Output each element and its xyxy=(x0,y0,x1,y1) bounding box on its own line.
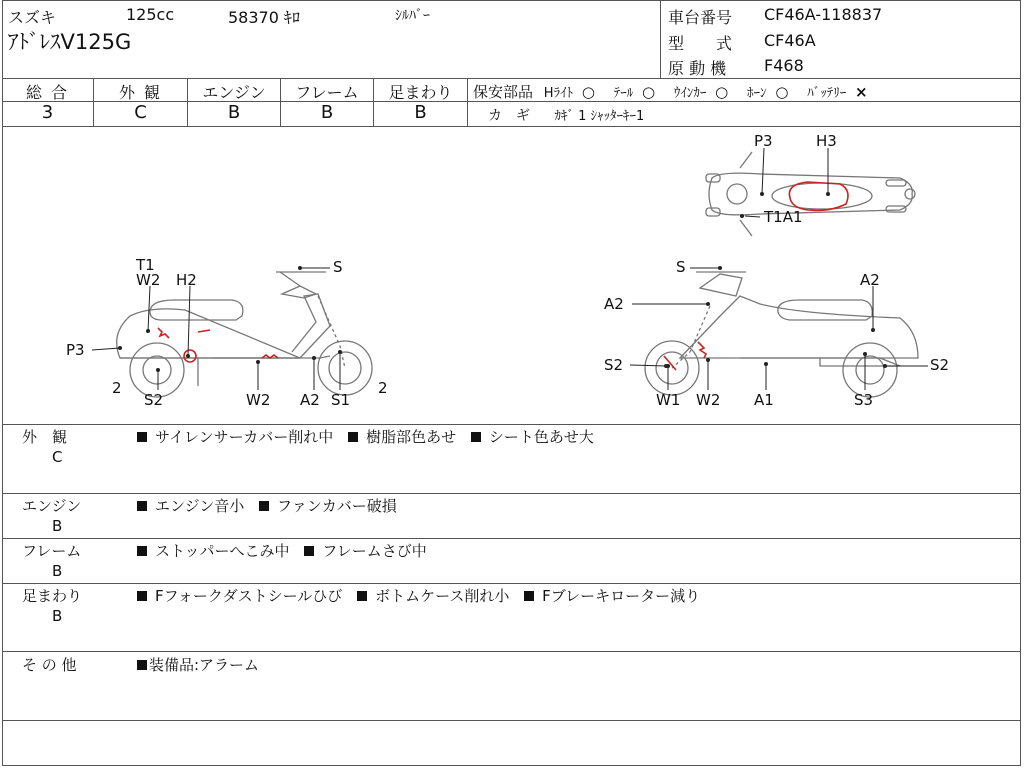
diagram-label-right-s: S xyxy=(676,258,686,276)
diagram-label-left-a2: A2 xyxy=(300,391,320,409)
safety-item-horn: ﾎｰﾝ xyxy=(747,86,767,101)
scooter-left-view xyxy=(117,272,372,397)
diagram-label-right-w2: W2 xyxy=(696,391,721,409)
diagram-label-left-h2: H2 xyxy=(176,271,197,289)
engine-item: ファンカバー破損 xyxy=(277,497,397,515)
grade-suspension-value: B xyxy=(414,102,427,123)
suspension-item: ボトムケース削れ小 xyxy=(375,587,510,605)
engine-label: 原 動 機 xyxy=(668,59,727,78)
section-exterior-label: 外 観 xyxy=(22,428,68,446)
safety-mark-headlight: ○ xyxy=(581,83,595,101)
type-label: 型 式 xyxy=(668,34,733,53)
suspension-item: Fブレーキローター減り xyxy=(542,587,701,605)
section-engine-grade: B xyxy=(52,517,63,535)
grade-total-value: 3 xyxy=(41,102,54,123)
damage-mark-right-front xyxy=(698,342,706,358)
grade-engine-label: エンジン xyxy=(202,83,266,102)
section-engine-label: エンジン xyxy=(22,497,82,515)
diagram-label-right-s2b: S2 xyxy=(930,356,950,374)
diagram-label-left-t1: T1 xyxy=(136,256,155,274)
body-color: ｼﾙﾊﾞｰ xyxy=(395,8,430,24)
damage-mark-left-scratch xyxy=(158,328,169,338)
safety-mark-horn: ○ xyxy=(775,83,789,101)
section-suspension-items xyxy=(137,585,700,607)
diagram-label-left-p3: P3 xyxy=(66,341,85,359)
safety-mark-winker: ○ xyxy=(715,83,729,101)
diagram-label-left-2b: 2 xyxy=(378,379,388,397)
diagram-label-right-a1: A1 xyxy=(754,391,774,409)
grade-suspension-label: 足まわり xyxy=(388,83,453,102)
safety-item-winker: ｳｲﾝｶｰ xyxy=(673,86,707,101)
engine-item: エンジン音小 xyxy=(155,497,245,515)
diagram-label-left-s: S xyxy=(333,258,343,276)
grade-total-label: 総 合 xyxy=(25,83,70,102)
grade-frame-value: B xyxy=(320,102,334,123)
grade-frame-label: フレーム xyxy=(295,83,359,102)
diagram-label-left-w2: W2 xyxy=(136,271,161,289)
diagram-label-right-s2a: S2 xyxy=(604,356,624,374)
diagram-label-right-w1: W1 xyxy=(656,391,681,409)
damage-mark-top-seat xyxy=(789,182,848,210)
safety-item-headlight: Hﾗｲﾄ xyxy=(543,86,574,101)
diagram-label-top-t1a1: T1A1 xyxy=(764,208,803,226)
suspension-item: Fフォークダストシールひび xyxy=(155,587,343,605)
scooter-right-view xyxy=(645,272,918,397)
diagram-label-left-s1: S1 xyxy=(331,391,351,409)
section-suspension-grade: B xyxy=(52,607,63,625)
key-row xyxy=(488,105,644,125)
other-item: 装備品:アラーム xyxy=(149,656,260,674)
diagram-label-right-s3: S3 xyxy=(854,391,874,409)
diagram-label-left-w2b: W2 xyxy=(246,391,271,409)
section-other-items xyxy=(137,654,259,676)
engine-value: F468 xyxy=(764,56,804,75)
frame-item: フレームさび中 xyxy=(322,542,427,560)
section-suspension-label: 足まわり xyxy=(22,587,83,605)
frame-no-label: 車台番号 xyxy=(668,8,733,27)
diagram-label-top-h3: H3 xyxy=(816,132,837,150)
safety-mark-tail: ○ xyxy=(642,83,656,101)
diagram-label-right-a2a: A2 xyxy=(604,295,624,313)
key-label: カ ギ xyxy=(488,108,530,124)
model-name: ｱﾄﾞﾚｽV125G xyxy=(8,30,132,54)
frame-no: CF46A-118837 xyxy=(764,5,883,24)
grade-engine-value: B xyxy=(227,102,241,123)
safety-label: 保安部品 xyxy=(473,83,534,101)
exterior-item: シート色あせ大 xyxy=(488,428,594,446)
section-frame-label: フレーム xyxy=(22,542,82,560)
safety-mark-battery: × xyxy=(854,83,868,101)
diagram-label-left-s2: S2 xyxy=(144,391,164,409)
diagram-label-left-2a: 2 xyxy=(112,379,122,397)
type-value: CF46A xyxy=(764,31,816,50)
damage-diagram xyxy=(0,126,1024,424)
frame-item: ストッパーへこみ中 xyxy=(155,542,290,560)
safety-item-tail: ﾃｰﾙ xyxy=(613,86,634,101)
damage-mark-left-line xyxy=(198,330,210,332)
grade-exterior-label: 外 観 xyxy=(118,83,163,102)
section-engine-items xyxy=(137,495,397,517)
key-value: ｶｷﾞ 1 ｼｬｯﾀｰｷｰ1 xyxy=(554,109,645,124)
section-frame-grade: B xyxy=(52,562,63,580)
section-other-label: そ の 他 xyxy=(22,656,77,674)
safety-item-battery: ﾊﾞｯﾃﾘｰ xyxy=(807,86,847,101)
exterior-item: 樹脂部色あせ xyxy=(366,428,457,446)
section-exterior-grade: C xyxy=(52,448,63,466)
maker: スズキ xyxy=(8,8,57,27)
safety-parts-row xyxy=(473,81,868,102)
diagram-label-right-a2b: A2 xyxy=(860,271,880,289)
mileage: 58370 ｷﾛ xyxy=(228,8,300,27)
displacement: 125cc xyxy=(126,5,175,24)
section-frame-items xyxy=(137,540,427,562)
section-exterior-items xyxy=(137,426,594,448)
diagram-label-top-p3: P3 xyxy=(754,132,773,150)
grade-exterior-value: C xyxy=(134,102,147,123)
exterior-item: サイレンサーカバー削れ中 xyxy=(155,428,334,446)
scooter-top-view xyxy=(706,152,915,236)
